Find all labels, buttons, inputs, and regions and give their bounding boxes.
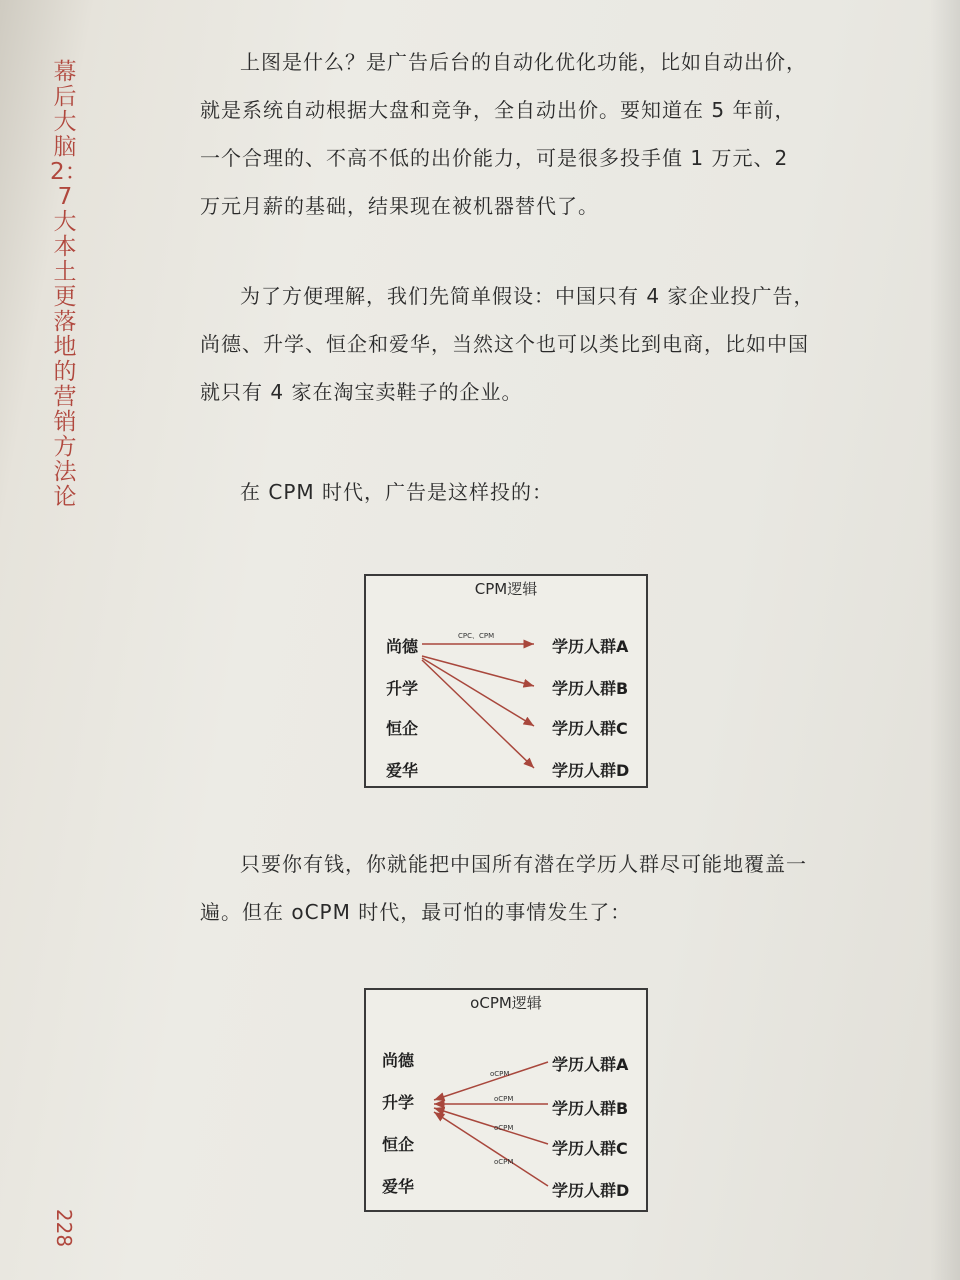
cpm-audience-c: 学历人群C [552, 719, 628, 738]
ocpm-audience-c: 学历人群C [552, 1139, 628, 1158]
cpm-advertiser-shangde: 尚德 [386, 637, 419, 656]
ocpm-arrow-a [434, 1062, 548, 1100]
paragraph-ocpm-intro: 只要你有钱，你就能把中国所有潜在学历人群尽可能地覆盖一遍。但在 oCPM 时代，最可怕的事情发生了： [200, 852, 807, 924]
ocpm-advertiser-aihua: 爱华 [382, 1177, 415, 1196]
ocpm-audience-a: 学历人群A [552, 1055, 629, 1074]
cpm-audience-a: 学历人群A [552, 637, 629, 656]
ocpm-arrow-label-d: oCPM [494, 1158, 514, 1166]
ocpm-advertiser-shangde: 尚德 [382, 1051, 415, 1070]
ocpm-advertiser-shengxue: 升学 [382, 1093, 415, 1112]
paragraph-cpm-intro: 在 CPM 时代，广告是这样投的： [240, 480, 553, 504]
ocpm-logic-figure [364, 988, 648, 1212]
ocpm-arrow-label-b: oCPM [494, 1095, 514, 1103]
ocpm-advertiser-hengqi: 恒企 [382, 1135, 415, 1154]
cpm-audience-b: 学历人群B [552, 679, 629, 698]
cpm-advertiser-hengqi: 恒企 [386, 719, 419, 738]
cpm-arrow-c [422, 658, 534, 726]
paragraph-assumption: 为了方便理解，我们先简单假设：中国只有 4 家企业投广告，尚德、升学、恒企和爱华，当然这个也可以类比到电商，比如中国就只有 4 家在淘宝卖鞋子的企业。 [200, 284, 815, 404]
ocpm-arrow-c [434, 1108, 548, 1144]
cpm-arrow-d [422, 660, 534, 768]
cpm-advertiser-shengxue: 升学 [386, 679, 419, 698]
ocpm-audience-d: 学历人群D [552, 1181, 630, 1200]
cpm-arrow-label: CPC、CPM [458, 632, 495, 640]
cpm-arrow-b [422, 656, 534, 686]
ocpm-arrow-d [434, 1112, 548, 1186]
ocpm-figure-title: oCPM逻辑 [470, 994, 542, 1012]
paragraph-auto-bidding: 上图是什么？是广告后台的自动化优化功能，比如自动出价，就是系统自动根据大盘和竞争，全自动出价。要知道在 5 年前，一个合理的、不高不低的出价能力，可是很多投手值 1 万元、2 万元月薪的基础，结果现在被机器替代了。 [200, 50, 807, 218]
book-side-title: 幕后大脑2：7大本土更落地的营销方法论 [50, 59, 88, 510]
cpm-logic-figure [364, 574, 648, 788]
ocpm-arrow-label-a: oCPM [490, 1070, 510, 1078]
cpm-audience-d: 学历人群D [552, 761, 630, 780]
cpm-figure-title: CPM逻辑 [474, 580, 538, 598]
page-number: 228 [52, 1208, 76, 1248]
page-gutter-shadow [930, 0, 960, 1280]
cpm-advertiser-aihua: 爱华 [386, 761, 419, 780]
ocpm-audience-b: 学历人群B [552, 1099, 629, 1118]
ocpm-arrow-label-c: oCPM [494, 1124, 514, 1132]
